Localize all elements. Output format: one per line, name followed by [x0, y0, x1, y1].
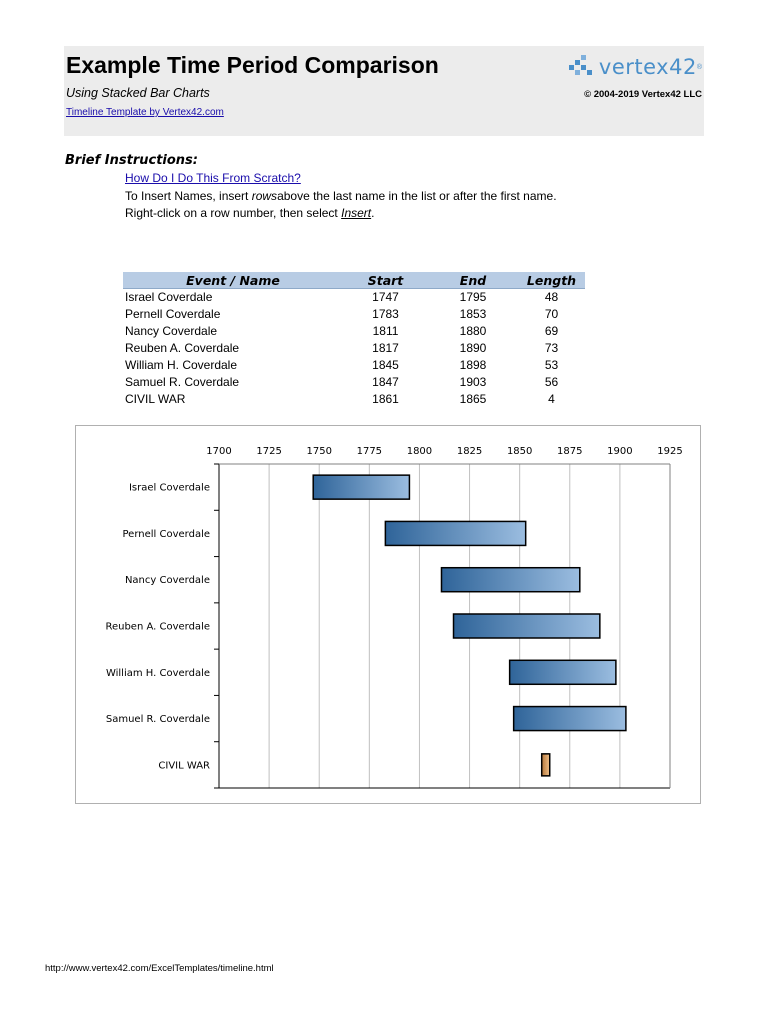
cell-length[interactable]: 4: [548, 392, 555, 406]
table-row[interactable]: [123, 289, 585, 307]
cell-name[interactable]: CIVIL WAR: [125, 392, 186, 406]
cell-end[interactable]: 1880: [459, 324, 487, 338]
x-tick-label: 1750: [306, 446, 332, 457]
page-subtitle: Using Stacked Bar Charts: [66, 86, 210, 100]
instruction-line-2-b: .: [371, 206, 375, 220]
footer-url[interactable]: http://www.vertex42.com/ExcelTemplates/timeline.html: [45, 963, 274, 974]
table-row[interactable]: [123, 357, 585, 374]
instruction-line-2-em: Insert: [341, 206, 372, 220]
category-label: Israel Coverdale: [128, 482, 210, 494]
x-tick-label: 1850: [506, 446, 533, 457]
instruction-line-1-em: rows: [251, 189, 278, 203]
timeline-bar: [313, 475, 409, 499]
highlight-bar: [542, 754, 550, 776]
table-row[interactable]: [123, 374, 585, 391]
category-label: Nancy Coverdale: [124, 575, 210, 587]
cell-start[interactable]: 1847: [372, 375, 399, 389]
cell-length[interactable]: 70: [544, 307, 559, 321]
cell-length[interactable]: 73: [544, 341, 559, 355]
instruction-line-1-b: above the last name in the list or after the first name.: [277, 189, 557, 203]
cell-start[interactable]: 1817: [372, 341, 399, 355]
category-label: William H. Coverdale: [105, 667, 210, 679]
cell-start[interactable]: 1861: [372, 392, 399, 406]
page-title: Example Time Period Comparison: [66, 52, 439, 78]
cell-length[interactable]: 69: [544, 324, 559, 338]
cell-start[interactable]: 1811: [372, 324, 399, 338]
timeline-bar: [454, 614, 600, 638]
category-label: Samuel R. Coverdale: [105, 714, 210, 726]
logo-icon: [567, 55, 595, 79]
timeline-bar: [385, 521, 525, 545]
timeline-chart[interactable]: [75, 425, 701, 804]
instructions-title: Brief Instructions:: [65, 153, 198, 168]
category-label: CIVIL WAR: [158, 760, 210, 772]
cell-length[interactable]: 48: [544, 290, 559, 304]
cell-length[interactable]: 53: [544, 358, 559, 372]
instruction-line-2-a: Right-click on a row number, then select: [125, 206, 342, 220]
cell-name[interactable]: Pernell Coverdale: [125, 307, 221, 321]
x-tick-label: 1800: [406, 446, 433, 457]
x-tick-label: 1725: [256, 446, 282, 457]
cell-end[interactable]: 1903: [459, 375, 487, 389]
table-row[interactable]: [123, 323, 585, 340]
col-header-length: Length: [518, 272, 585, 289]
table-row[interactable]: [123, 391, 585, 408]
cell-name[interactable]: Samuel R. Coverdale: [125, 375, 240, 389]
timeline-chart-svg: [76, 426, 700, 803]
header-band: [64, 46, 704, 136]
x-tick-label: 1700: [206, 446, 232, 457]
events-table: [123, 272, 585, 408]
table-row[interactable]: [123, 340, 585, 357]
cell-name[interactable]: Reuben A. Coverdale: [125, 341, 240, 355]
x-tick-label: 1875: [557, 446, 583, 457]
template-link[interactable]: Timeline Template by Vertex42.com: [66, 107, 224, 118]
cell-end[interactable]: 1865: [459, 392, 487, 406]
x-tick-label: 1900: [607, 446, 633, 457]
logo-trademark: ®: [696, 63, 702, 71]
col-header-start: Start: [343, 272, 428, 289]
cell-end[interactable]: 1795: [459, 290, 487, 304]
col-header-end: End: [428, 272, 518, 289]
x-tick-label: 1925: [657, 446, 683, 457]
cell-start[interactable]: 1783: [372, 307, 399, 321]
timeline-bar: [514, 707, 626, 731]
category-label: Pernell Coverdale: [122, 528, 210, 540]
vertex42-logo: [567, 54, 702, 80]
copyright: © 2004-2019 Vertex42 LLC: [584, 89, 702, 100]
timeline-bar: [510, 660, 616, 684]
cell-end[interactable]: 1890: [459, 341, 487, 355]
cell-name[interactable]: Israel Coverdale: [125, 290, 213, 304]
timeline-bar: [441, 568, 579, 592]
x-tick-label: 1825: [456, 446, 483, 457]
cell-length[interactable]: 56: [544, 375, 559, 389]
instruction-line-2: [125, 206, 374, 220]
logo-text: vertex42: [598, 55, 697, 79]
table-header-row: [123, 272, 585, 289]
scratch-help-link[interactable]: How Do I Do This From Scratch?: [125, 171, 301, 185]
cell-end[interactable]: 1853: [459, 307, 487, 321]
cell-start[interactable]: 1845: [372, 358, 399, 372]
cell-start[interactable]: 1747: [372, 290, 399, 304]
cell-end[interactable]: 1898: [459, 358, 487, 372]
cell-name[interactable]: Nancy Coverdale: [125, 324, 218, 338]
table-row[interactable]: [123, 306, 585, 323]
category-label: Reuben A. Coverdale: [105, 621, 210, 633]
instruction-line-1-a: To Insert Names, insert: [125, 189, 252, 203]
x-tick-label: 1775: [356, 446, 383, 457]
instruction-line-1: [125, 189, 557, 203]
col-header-name: Event / Name: [123, 272, 343, 289]
cell-name[interactable]: William H. Coverdale: [125, 358, 238, 372]
